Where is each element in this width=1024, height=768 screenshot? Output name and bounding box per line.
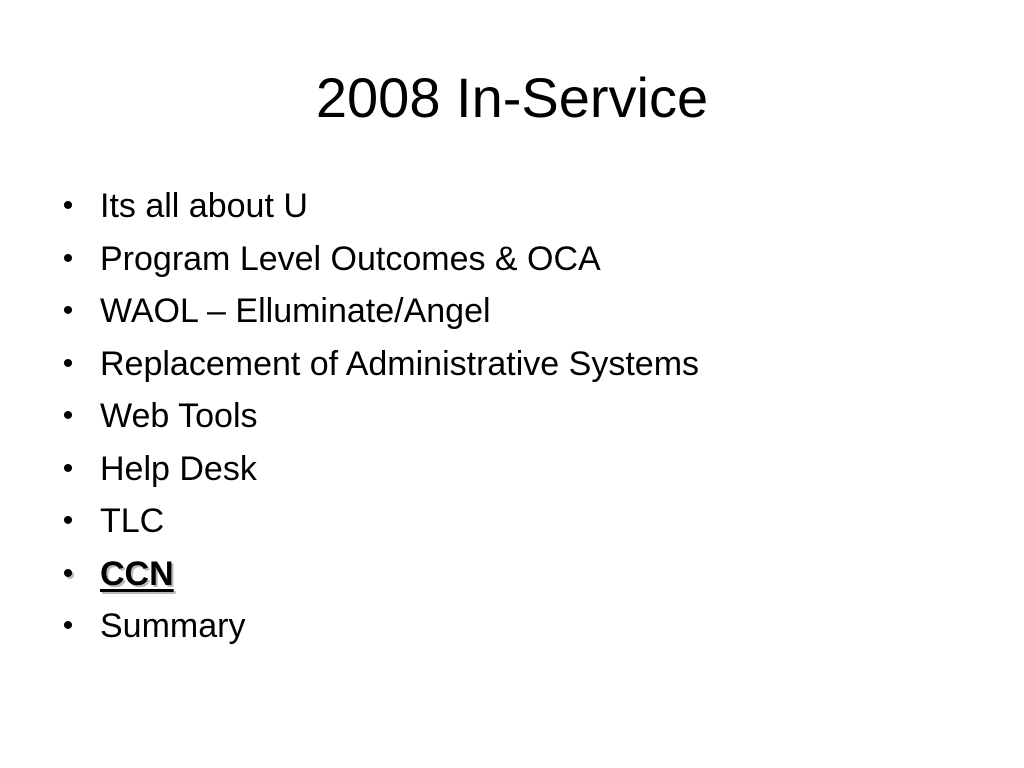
slide-title: 2008 In-Service — [315, 66, 709, 129]
bullet-item — [58, 338, 699, 391]
bullet-dot-icon: • — [62, 609, 74, 642]
bullet-text-highlighted: CCN — [100, 554, 174, 593]
bullet-item — [58, 233, 699, 286]
bullet-item — [58, 180, 699, 233]
bullet-text: Its all about U — [100, 187, 308, 225]
bullet-dot-icon: • — [62, 189, 74, 222]
bullet-dot-icon: • — [62, 241, 74, 275]
bullet-dot-icon: • — [62, 504, 74, 537]
bullet-text: Program Level Outcomes & OCA — [100, 239, 601, 278]
bullet-item — [58, 390, 699, 443]
bullet-text: WAOL – Elluminate/Angel — [100, 292, 491, 330]
bullet-item — [58, 285, 699, 338]
bullet-list — [58, 180, 699, 653]
bullet-text: TLC — [100, 502, 165, 540]
bullet-dot-icon: • — [62, 294, 74, 327]
bullet-item — [58, 600, 699, 653]
bullet-dot-icon: • — [62, 556, 74, 590]
bullet-item-highlighted — [58, 548, 699, 601]
bullet-item — [58, 495, 699, 548]
bullet-dot-icon: • — [62, 451, 74, 485]
bullet-dot-icon: • — [62, 399, 74, 432]
bullet-text: Web Tools — [100, 397, 258, 435]
bullet-text: Summary — [100, 607, 246, 645]
bullet-text: Help Desk — [100, 449, 257, 488]
bullet-dot-icon: • — [62, 346, 74, 380]
bullet-text: Replacement of Administrative Systems — [100, 344, 700, 383]
bullet-item — [58, 443, 699, 496]
